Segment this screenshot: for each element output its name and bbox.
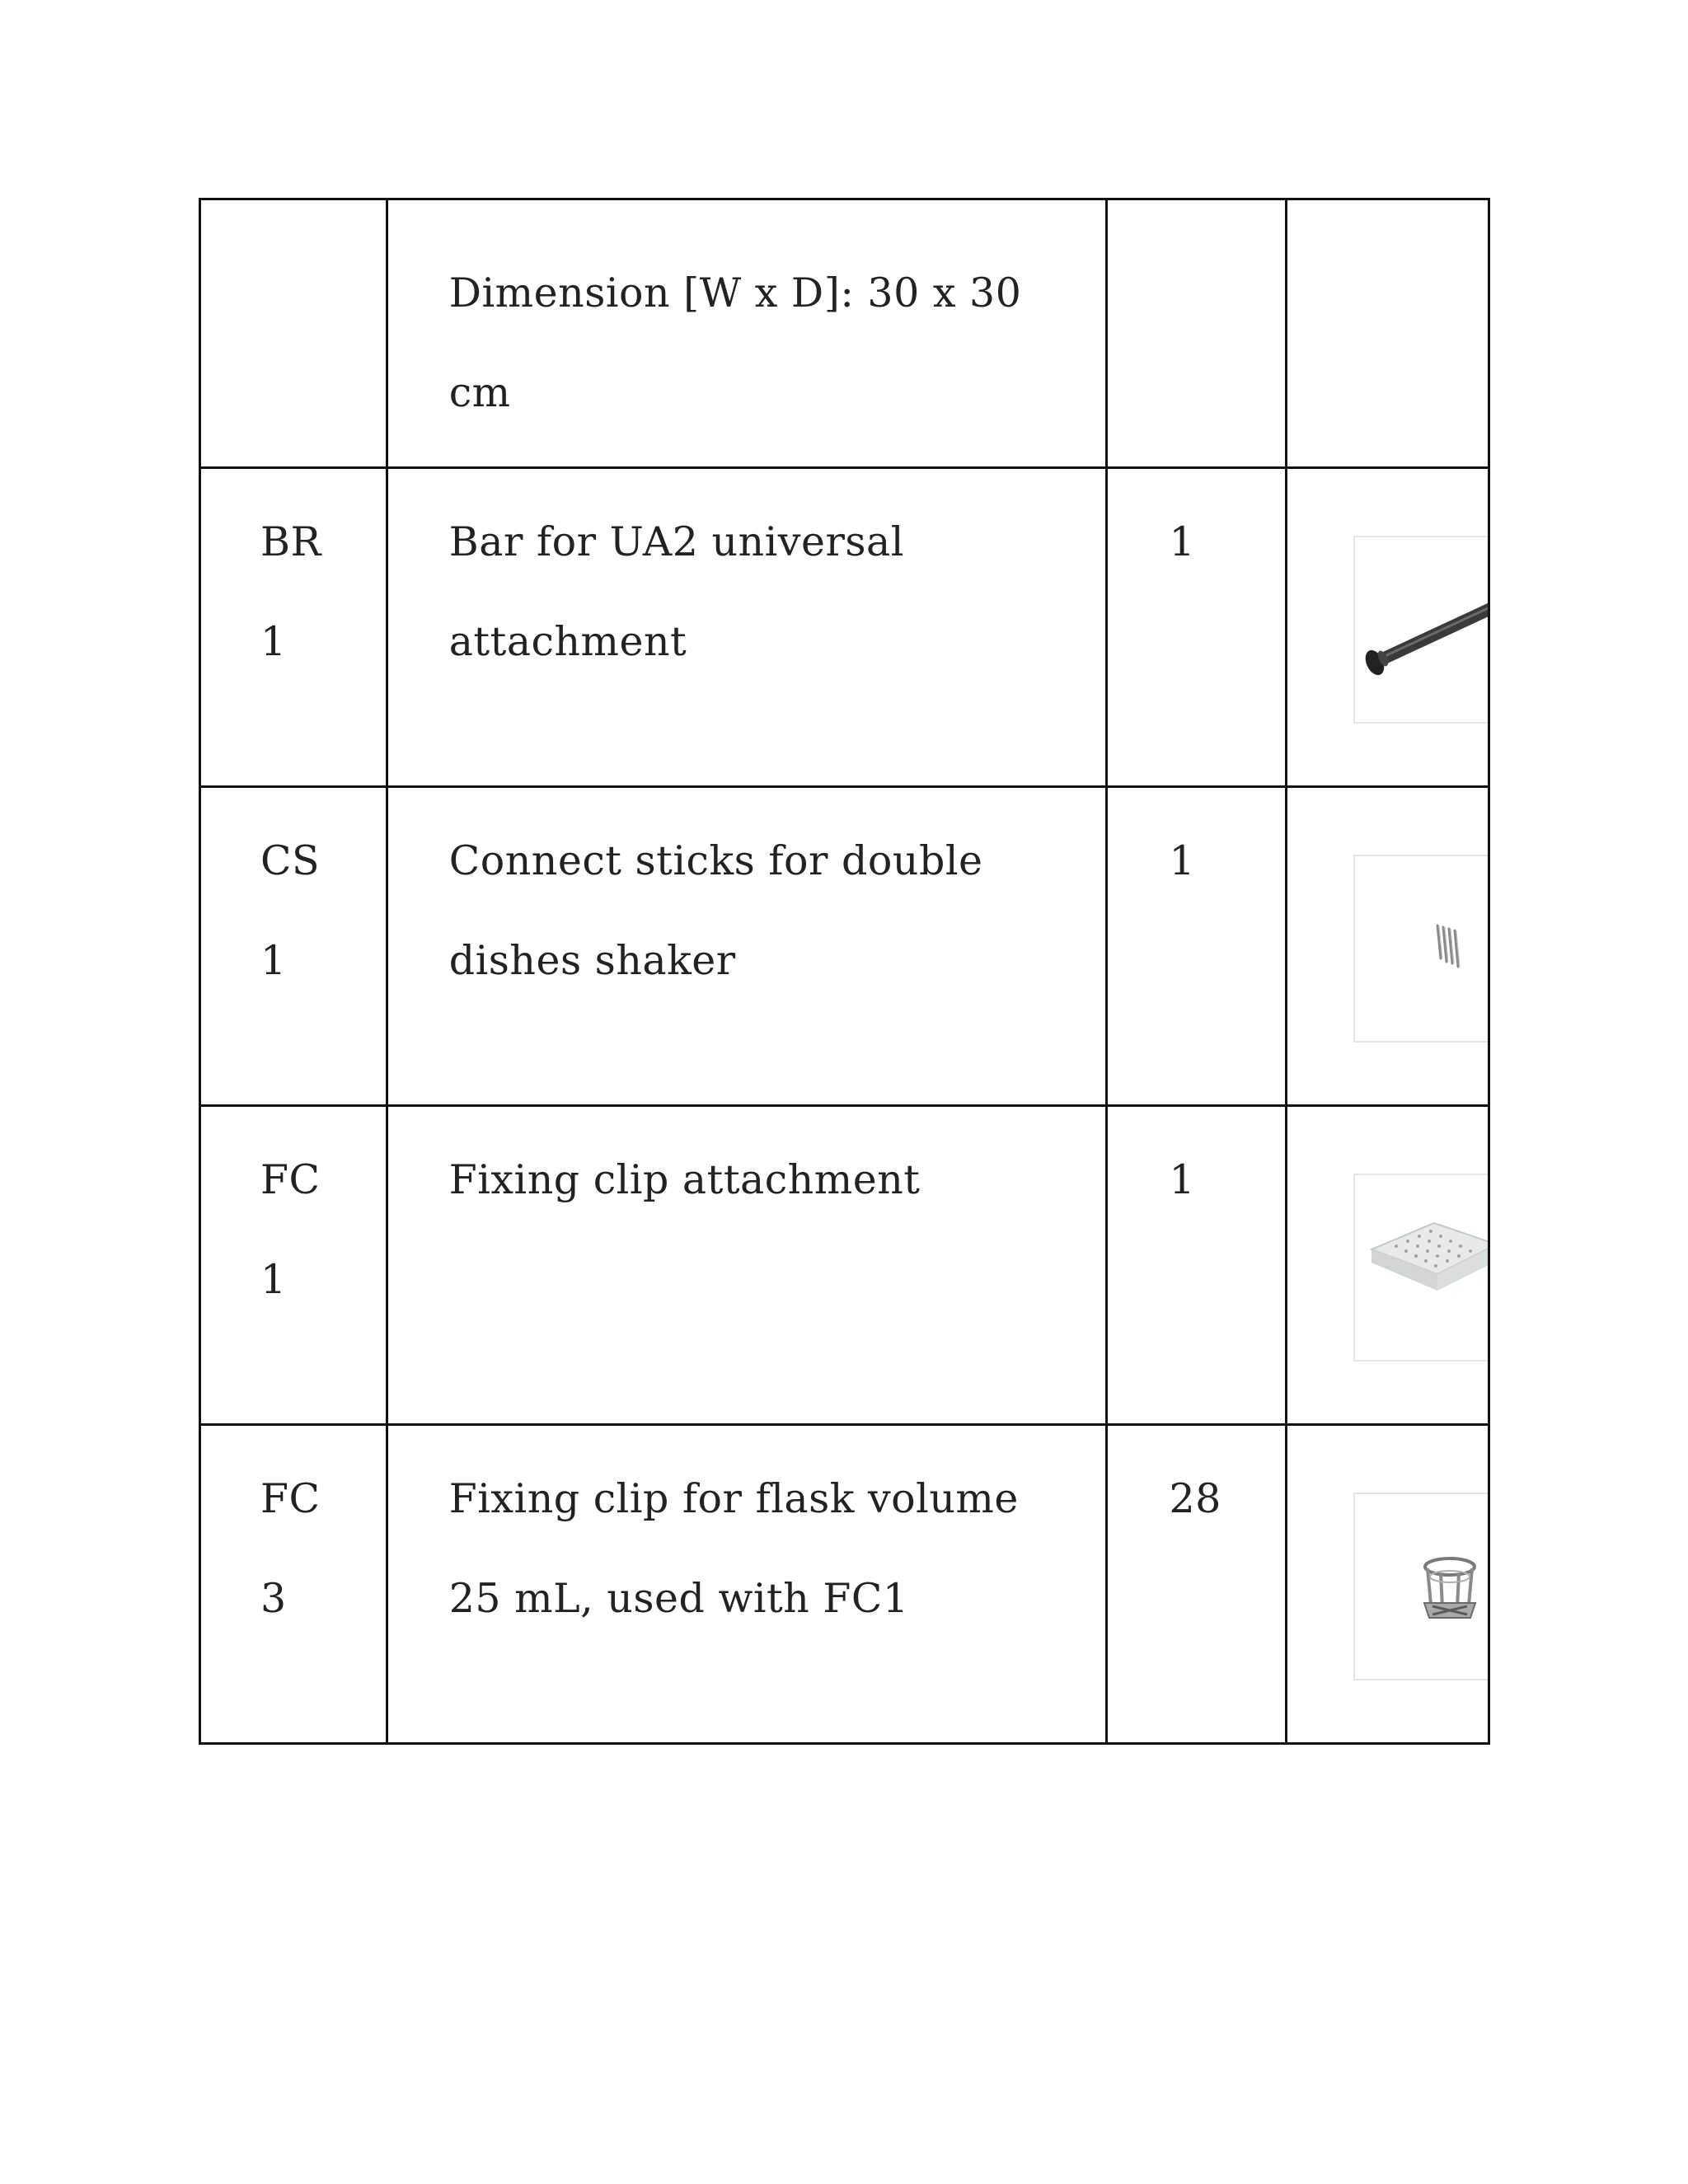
item-code-number: 3 [260,1575,287,1622]
quantity-cell [1106,1106,1287,1425]
table-row [200,1106,1489,1425]
quantity-cell [1106,199,1287,468]
table-row [200,199,1489,468]
item-code-prefix: CS [260,837,321,884]
image-cell [1287,787,1489,1106]
item-code [201,469,386,691]
quantity-cell [1106,468,1287,787]
item-code [201,1107,386,1329]
bar-attachment-photo [1353,536,1489,724]
item-code-prefix: FC [260,1156,321,1203]
item-description: Connect sticks for double dishes shaker [448,837,983,984]
item-quantity: 28 [1169,1475,1221,1522]
item-quantity: 1 [1169,518,1196,565]
code-cell [200,1425,387,1744]
code-cell [200,787,387,1106]
item-quantity: 1 [1169,837,1196,884]
item-description: Bar for UA2 universal attachment [448,518,904,665]
table-row [200,468,1489,787]
quantity-cell [1106,787,1287,1106]
item-code [201,1426,386,1648]
code-cell [200,1106,387,1425]
table-row [200,787,1489,1106]
image-cell [1287,468,1489,787]
image-cell [1287,1425,1489,1744]
table-row [200,1425,1489,1744]
description-cell [387,1425,1106,1744]
item-description: Dimension [W x D]: 30 x 30 cm [448,269,1022,416]
item-quantity: 1 [1169,1156,1196,1203]
image-cell [1287,1106,1489,1425]
item-code-number: 1 [260,937,287,984]
connect-sticks-photo [1353,855,1489,1043]
parts-table [199,198,1490,1745]
item-code-number: 1 [260,1256,287,1303]
item-description: Fixing clip attachment [448,1156,921,1203]
flask-clip-photo [1353,1493,1489,1680]
description-cell [387,787,1106,1106]
description-cell [387,468,1106,787]
item-description: Fixing clip for flask volume 25 mL, used with FC1 [448,1475,1019,1622]
item-code [201,788,386,1010]
item-code-prefix: BR [260,518,321,565]
code-cell [200,199,387,468]
image-cell [1287,199,1489,468]
description-cell [387,1106,1106,1425]
fixing-clip-platform-photo [1353,1174,1489,1361]
item-code-number: 1 [260,618,287,665]
quantity-cell [1106,1425,1287,1744]
code-cell [200,468,387,787]
description-cell [387,199,1106,468]
item-code-prefix: FC [260,1475,321,1522]
